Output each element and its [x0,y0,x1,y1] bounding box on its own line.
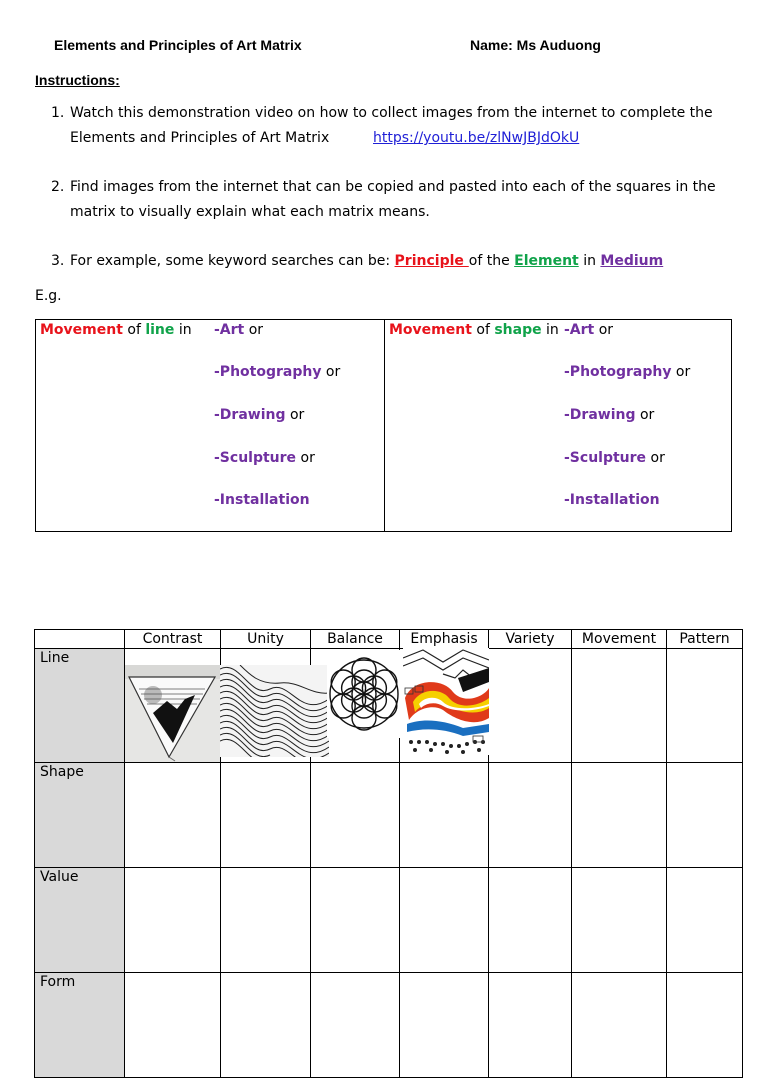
option-drawing [564,407,654,423]
example-heading-shape [389,322,559,338]
option-suffix: or [671,364,691,380]
example-table [35,319,732,532]
example-of: of [122,322,146,338]
option-label: -Sculpture [214,450,297,466]
instruction-1-line2: Elements and Principles of Art Matrix [70,130,330,146]
matrix-cell[interactable] [311,763,400,868]
matrix-cell[interactable] [221,868,311,973]
matrix-row-shape [35,763,743,868]
row-header-shape: Shape [35,763,125,868]
instruction-3-of-the: of the [468,253,515,269]
matrix-row-value [35,868,743,973]
matrix-cell[interactable] [221,973,311,1078]
example-in: in [541,322,559,338]
instruction-2-line2: matrix to visually explain what each matrix means. [70,204,430,220]
option-art [214,322,263,338]
keyword-element: Element [514,253,579,269]
column-header-variety: Variety [489,630,572,649]
option-label: -Installation [214,492,310,508]
option-sculpture [564,450,665,466]
matrix-cell[interactable] [572,649,667,763]
student-name: Name: Ms Auduong [470,37,601,53]
example-cell-line [36,320,385,531]
example-element: shape [494,322,542,338]
list-number-3: 3. [51,253,65,269]
matrix-cell[interactable] [311,868,400,973]
column-header-pattern: Pattern [667,630,743,649]
matrix-cell[interactable] [311,973,400,1078]
matrix-cell[interactable] [572,973,667,1078]
instructions-heading: Instructions: [35,72,120,88]
example-cell-shape [385,320,731,531]
column-header-emphasis: Emphasis [400,630,489,649]
option-suffix: or [635,407,655,423]
emphasis-line-image [403,648,489,755]
option-suffix: or [594,322,614,338]
row-header-line: Line [35,649,125,763]
option-label: -Photography [214,364,322,380]
option-installation [564,492,660,508]
matrix-cell[interactable] [400,763,489,868]
option-label: -Art [564,322,595,338]
option-label: -Photography [564,364,672,380]
column-header-movement: Movement [572,630,667,649]
matrix-cell[interactable] [667,763,743,868]
option-photography [214,364,340,380]
balance-line-image [327,650,401,738]
matrix-cell[interactable] [667,649,743,763]
option-label: -Art [214,322,245,338]
matrix-cell[interactable] [125,763,221,868]
document-title: Elements and Principles of Art Matrix [54,37,302,53]
matrix-cell[interactable] [489,649,572,763]
example-element: line [145,322,175,338]
row-header-form: Form [35,973,125,1078]
option-label: -Sculpture [564,450,647,466]
matrix-cell[interactable] [667,973,743,1078]
option-label: -Drawing [214,407,286,423]
matrix-cell[interactable] [489,973,572,1078]
instruction-3-prefix: For example, some keyword searches can be: [70,253,395,269]
matrix-corner [35,630,125,649]
matrix-cell[interactable] [572,868,667,973]
instruction-3-in: in [578,253,601,269]
matrix-cell[interactable] [125,973,221,1078]
option-suffix: or [321,364,341,380]
option-drawing [214,407,304,423]
option-suffix: or [244,322,264,338]
keyword-medium: Medium [600,253,664,269]
example-principle: Movement [389,322,472,338]
matrix-cell[interactable] [489,868,572,973]
option-suffix: or [285,407,305,423]
matrix-cell[interactable] [125,868,221,973]
list-number-2: 2. [51,179,65,195]
instruction-3 [70,249,663,274]
matrix-cell[interactable] [221,763,311,868]
column-header-balance: Balance [311,630,400,649]
column-header-unity: Unity [221,630,311,649]
matrix-cell[interactable] [400,973,489,1078]
video-link[interactable]: https://youtu.be/zlNwJBJdOkU [373,130,580,146]
matrix-cell[interactable] [400,868,489,973]
instruction-2-line1: Find images from the internet that can be copied and pasted into each of the squares in the [70,179,716,195]
matrix-cell[interactable] [489,763,572,868]
option-suffix: or [296,450,315,466]
matrix-cell[interactable] [572,763,667,868]
example-of: of [471,322,495,338]
option-label: -Installation [564,492,660,508]
matrix-cell[interactable] [667,868,743,973]
example-in: in [174,322,192,338]
list-number-1: 1. [51,105,65,121]
keyword-principle: Principle [394,253,469,269]
option-suffix: or [646,450,665,466]
example-heading-line [40,322,192,338]
option-installation [214,492,310,508]
option-art [564,322,613,338]
matrix-row-form [35,973,743,1078]
option-sculpture [214,450,315,466]
column-header-contrast: Contrast [125,630,221,649]
instruction-1-line1: Watch this demonstration video on how to collect images from the internet to complete the [70,105,713,121]
row-header-value: Value [35,868,125,973]
option-label: -Drawing [564,407,636,423]
eg-label: E.g. [35,288,62,304]
option-photography [564,364,690,380]
example-principle: Movement [40,322,123,338]
contrast-line-image [125,665,220,762]
unity-line-image [220,665,329,757]
